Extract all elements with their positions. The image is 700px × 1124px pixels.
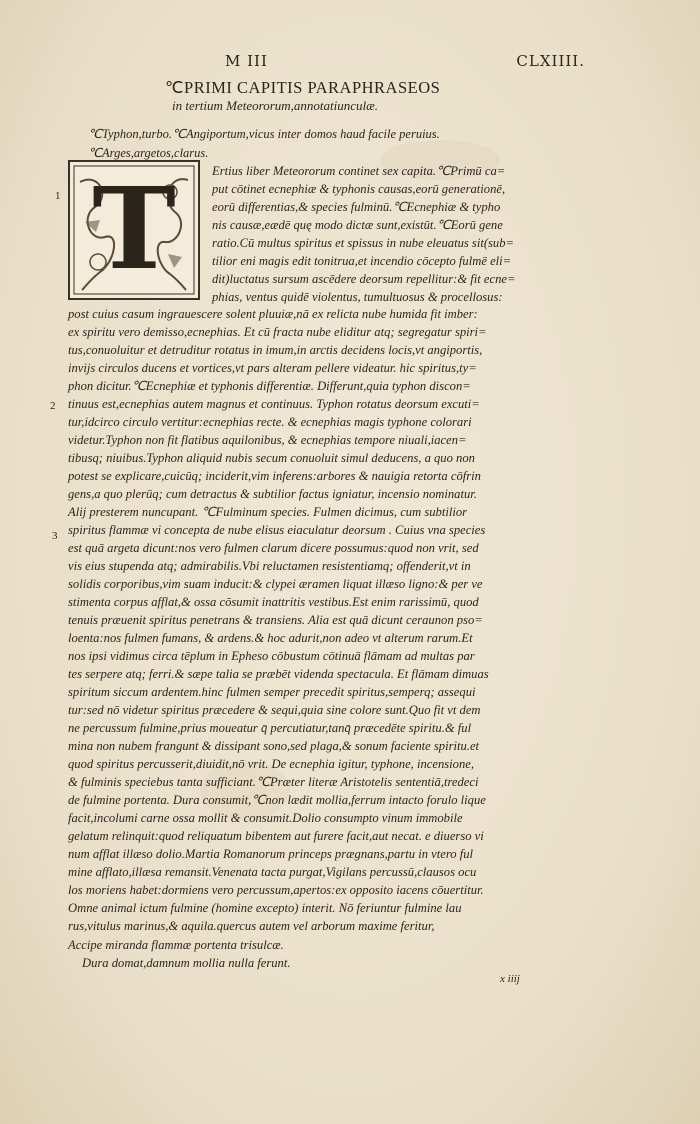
text-line: tur,idcirco circulo vertitur:ecnephias recte. & ecnephias magis typhone colorari	[68, 415, 472, 429]
text-line: phias, ventus quidē violentus, tumultuosus & procellosus:	[212, 290, 503, 304]
text-line: mine afflato,illæsa remansit.Venenata tacta purgat,Vigilans percussū,clausos ocu	[68, 865, 477, 879]
chapter-subtitle: in tertium Meteororum,annotatiunculæ.	[172, 98, 379, 113]
text-line: solidis corporibus,vim suam inducit:& clypei æramen liquat illæso ligno:& per ve	[68, 577, 483, 591]
text-line: tibusq; niuibus.Typhon aliquid nubis secum conuoluit simul deducens, a quo non	[68, 451, 475, 465]
text-line: invijs circulos ducens et vortices,vt pars alteram pellere videatur. hic spiritus,ty=	[68, 361, 477, 375]
margin-number: 1	[55, 190, 61, 202]
text-line: los moriens habet:dormiens vero percussum,apertos:ex opposito iacens cōuertitur.	[68, 883, 484, 897]
text-line: nis causæ,eædē quę modo dictæ sunt,existūt.℃Eorū gene	[212, 218, 503, 232]
gloss-line: ℃Arges,argetos,clarus.	[88, 146, 209, 160]
text-line: post cuius casum ingrauescere solent pluuiæ,nā ex relicta nube humida fit imber:	[68, 307, 478, 321]
text-line: spiritus flammæ vi concepta de nube elisus eiaculatur deorsum . Cuius vna species	[68, 523, 486, 537]
text-line: mina non nubem frangunt & dissipant sono,sed plaga,& sonum faciente spiritu.et	[68, 739, 480, 753]
margin-number: 2	[50, 400, 56, 412]
text-line: loenta:nos fulmen fumans, & ardens.& hoc adurit,non adeo vt alterum rarum.Et	[68, 631, 473, 645]
folio-number: CLXIIII.	[516, 52, 585, 70]
text-line: ex spiritu vero demisso,ecnephias. Et cū fracta nube eliditur atq; segregatur spiri=	[68, 325, 487, 339]
text-line: Alij presterem nuncupant. ℃Fulminum species. Fulmen dicimus, cum subtilior	[68, 505, 468, 519]
chapter-title: ℃PRIMI CAPITIS PARAPHRASEOS	[165, 78, 441, 97]
text-line: nos ipsi vidimus circa tēplum in Epheso cōbustum cōtinuā flāmam ad multas par	[68, 649, 475, 663]
text-line: gelatum relinquit:quod reliquatum bibentem aut furere facit,aut necat. e diuerso vi	[68, 829, 484, 843]
signature-mark: M III	[225, 52, 268, 70]
text-line: tinuus est,ecnephias autem magnus et continuus. Typhon rotatus deorsum excuti=	[68, 397, 480, 411]
text-line: est quā argeta dicunt:nos vero fulmen clarum dicere possumus:quod non vrit, sed	[68, 541, 479, 555]
text-line: phon dicitur.℃Ecnephiæ et typhonis differentiæ. Differunt,quia typhon discon=	[68, 379, 471, 393]
text-line: de fulmine portenta. Dura consumit,℃non lædit mollia,ferrum intacto forulo lique	[68, 793, 486, 807]
verse-line: Accipe miranda flammæ portenta trisulcæ.	[68, 938, 284, 952]
text-line: vis eius stupenda atq; admirabilis.Vbi reluctamen resistentiamq; offenderit,vt in	[68, 559, 471, 573]
text-line: ne percussum fulmine,prius moueatur q̄ percutiatur,tanq̄ præcedēte spiritu.& ful	[68, 721, 472, 735]
text-line: dit)luctatus sursum ascēdere deorsum repellitur:& fit ecne=	[212, 272, 516, 286]
text-line: spiritum siccum ardentem.hinc fulmen semper precedit spiritus,semperq; assequi	[68, 685, 476, 699]
text-line: quod spiritus percusserit,diuidit,nō vrit. De ecnephia igitur, typhone, incensione,	[68, 757, 474, 771]
text-line: ratio.Cū multus spiritus et spissus in nube eleuatus sit(sub=	[212, 236, 515, 250]
text-line: rus,vitulus marinus,& aquila.quercus autem vel arborum maxime feritur,	[68, 919, 435, 933]
text-line: num afflat illæso dolio.Martia Romanorum princeps prægnans,partu in vtero ful	[68, 847, 473, 861]
text-line: eorū differentias,& species fulminū.℃Ecnephiæ & typho	[212, 200, 501, 214]
text-line: tur:sed nō videtur spiritus præcedere & sequi,quia sine colore sunt.Quo fit vt dem	[68, 703, 481, 717]
text-line: stimenta corpus afflat,& ossa cōsumit inattritis vestibus.Est enim rarissimū, quod	[68, 595, 479, 609]
initial-letter: T	[92, 164, 176, 295]
text-line: tilior eni magis edit tonitrua,et incendio cōcepto fulmē eli=	[212, 254, 512, 268]
text-line: tes serpere atq; ferri.& sæpe talia se præbēt videnda spectacula. Et flāmam dimuas	[68, 667, 489, 681]
text-line: & fulminis speciebus tanta sufficiant.℃Præter literæ Aristotelis sententiā,tredeci	[68, 775, 479, 789]
text-line: videtur.Typhon non fit flatibus aquilonibus, & ecnephias tempore niuali,iacen=	[68, 433, 467, 447]
text-line: Ertius liber Meteororum continet sex capita.℃Primū ca=	[212, 164, 506, 178]
text-line: put cōtinet ecnephiæ & typhonis causas,eorū generationē,	[212, 182, 506, 196]
text-line: gens,a quo plerūq; cum detractus & subtilior factus igniatur, incensio nominatur.	[68, 487, 477, 501]
catchword: x iiij	[500, 973, 520, 985]
running-header	[225, 52, 585, 74]
text-line: potest se explicare,cuicūq; inciderit,vim inferens:arbores & nauigia retorta cōfrin	[68, 469, 481, 483]
decorated-initial	[68, 160, 200, 300]
gloss-line: ℃Typhon,turbo.℃Angiportum,vicus inter domos haud facile peruius.	[88, 127, 440, 141]
margin-number: 3	[52, 530, 58, 542]
text-line: tus,conuoluitur et detruditur rotatus in imum,in arctis decidens locis,vt angiportis,	[68, 343, 483, 357]
verse-line: Dura domat,damnum mollia nulla ferunt.	[82, 956, 291, 970]
text-line: tenuis præuenit spiritus penetrans & transiens. Alia est quā dicunt ceraunon pso=	[68, 613, 483, 627]
text-line: facit,incolumi carne ossa mollit & consumit.Dolio consumpto vinum immobile	[68, 811, 463, 825]
text-line: Omne animal ictum fulmine (homine excepto) interit. Nō feriuntur fulmine lau	[68, 901, 462, 915]
